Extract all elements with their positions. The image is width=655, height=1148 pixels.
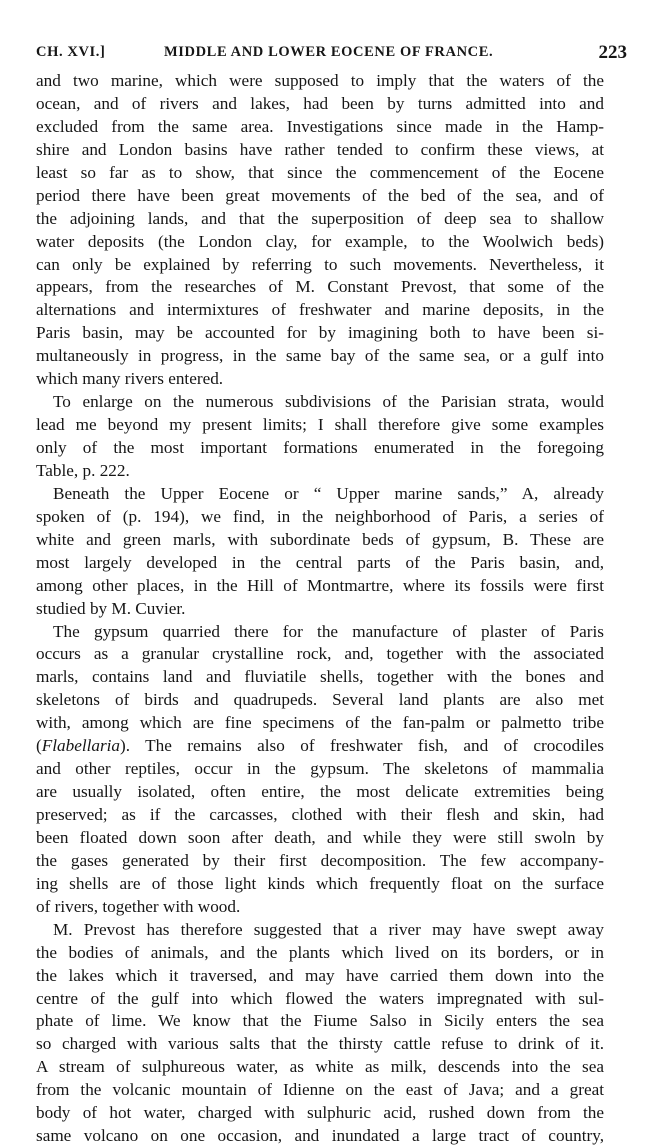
text-line: shire and London basins have rather tended to confirm these views, at [36, 139, 604, 159]
text-line: lead me beyond my present limits; I shall therefore give some examples [36, 415, 604, 435]
paragraph [36, 70, 604, 391]
paragraph [36, 483, 604, 621]
text-line: and other reptiles, occur in the gypsum. The skeletons of mammalia [36, 759, 604, 779]
paragraph [36, 621, 604, 919]
page-number: 223 [598, 42, 627, 63]
text-line: ing shells are of those light kinds which frequently float on the surface [36, 873, 604, 893]
italic-genus-name: Flabellaria [41, 736, 121, 756]
text-line: multaneously in progress, in the same bay of the same sea, or a gulf into [36, 346, 604, 366]
text-line: preserved; as if the carcasses, clothed with their flesh and skin, had [36, 805, 604, 824]
text-line: occurs as a granular crystalline rock, and, together with the associated [36, 644, 604, 664]
text-line: period there have been great movements of the bed of the sea, and of [36, 185, 604, 205]
text-line: Table, p. 222. [36, 460, 130, 480]
text-line: alternations and intermixtures of freshwater and marine deposits, in the [36, 300, 604, 320]
text-line: the lakes which it traversed, and may have carried them down into the [36, 965, 604, 985]
text-line: ocean, and of rivers and lakes, had been by turns admitted into and [36, 93, 604, 113]
text-line: so charged with various salts that the thirsty cattle refuse to drink of it. [36, 1034, 604, 1054]
text-line: (Flabellaria). The remains also of freshwater fish, and of crocodiles [36, 736, 604, 756]
text-line: appears, from the researches of M. Constant Prevost, that some of the [36, 277, 604, 297]
text-line: most largely developed in the central parts of the Paris basin, and, [36, 552, 604, 572]
text-line: excluded from the same area. Investigations since made in the Hamp- [36, 116, 604, 136]
chapter-reference: CH. XVI.] [36, 44, 106, 60]
paragraph [36, 391, 604, 483]
text-line: skeletons of birds and quadrupeds. Several land plants are also met [36, 690, 604, 710]
text-line: the bodies of animals, and the plants which lived on its borders, or in [36, 942, 604, 962]
text-line: same volcano on one occasion, and inundated a large tract of country, [36, 1126, 604, 1146]
text-line: white and green marls, with subordinate beds of gypsum, B. These are [36, 529, 604, 549]
text-line: least so far as to show, that since the commencement of the Eocene [36, 162, 604, 182]
text-line: can only be explained by referring to such movements. Nevertheless, it [36, 254, 604, 274]
text-line: and two marine, which were supposed to imply that the waters of the [36, 71, 604, 90]
text-line: Paris basin, may be accounted for by imagining both to have been si- [36, 323, 604, 343]
text-line: been floated down soon after death, and while they were still swoln by [36, 827, 604, 847]
text-line: phate of lime. We know that the Fiume Salso in Sicily enters the sea [36, 1011, 604, 1031]
text-line: spoken of (p. 194), we find, in the neighborhood of Paris, a series of [36, 506, 604, 526]
text-line: with, among which are fine specimens of the fan-palm or palmetto tribe [36, 713, 604, 733]
text-line: centre of the gulf into which flowed the waters impregnated with sul- [36, 988, 604, 1008]
running-title: MIDDLE AND LOWER EOCENE OF FRANCE. [164, 44, 494, 60]
text-line: studied by M. Cuvier. [36, 598, 186, 618]
text-line: marls, contains land and fluviatile shells, together with the bones and [36, 667, 604, 687]
paragraph [36, 919, 604, 1148]
text-line: To enlarge on the numerous subdivisions of the Parisian strata, would [53, 392, 604, 412]
text-line: body of hot water, charged with sulphuric acid, rushed down from the [36, 1103, 604, 1123]
text-line: A stream of sulphureous water, as white as milk, descends into the sea [36, 1057, 604, 1077]
text-line: are usually isolated, often entire, the most delicate extremities being [36, 782, 604, 802]
text-line: Beneath the Upper Eocene or “ Upper marine sands,” A, already [53, 483, 604, 503]
text-line: water deposits (the London clay, for example, to the Woolwich beds) [36, 231, 604, 251]
text-line: The gypsum quarried there for the manufacture of plaster of Paris [53, 621, 604, 641]
text-line: from the volcanic mountain of Idienne on the east of Java; and a great [36, 1080, 604, 1100]
running-head [36, 42, 627, 68]
text-line: of rivers, together with wood. [36, 896, 241, 916]
text-line: among other places, in the Hill of Montmartre, where its fossils were first [36, 575, 604, 595]
text-line: M. Prevost has therefore suggested that a river may have swept away [53, 919, 604, 939]
text-line: only of the most important formations enumerated in the foregoing [36, 438, 604, 457]
text-line: the adjoining lands, and that the superposition of deep sea to shallow [36, 208, 604, 228]
body-text [36, 70, 604, 1148]
text-line: which many rivers entered. [36, 369, 224, 389]
text-line: the gases generated by their first decomposition. The few accompany- [36, 850, 604, 870]
